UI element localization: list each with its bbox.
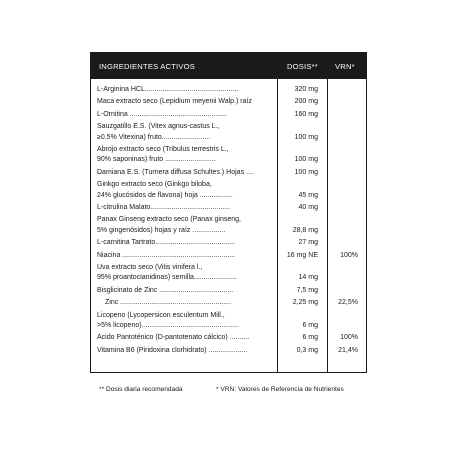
table-row: [91, 168, 366, 180]
ingredient-name: L-carnitina Tartrato.........................................: [97, 239, 235, 247]
ingredient-dose: 200 mg: [294, 98, 318, 106]
ingredient-name: L-Ornitina ..................................................: [97, 110, 227, 118]
table-row: [91, 286, 366, 298]
ingredient-name: Niacina ..........................................................: [97, 251, 236, 259]
table-row: [91, 263, 366, 286]
table-row: [91, 180, 366, 203]
ingredient-dose: 40 mg: [298, 203, 318, 211]
ingredient-vrn: 22,5%: [338, 299, 358, 307]
ingredient-dose: 6 mg: [302, 321, 318, 329]
ingredient-dose: 100 mg: [294, 133, 318, 141]
ingredient-name: L-citrulina Malato.........................................: [97, 203, 231, 211]
footnote-dose: ** Dosis diaria recomendada: [99, 386, 183, 393]
ingredient-name: Ácido Pantoténico (D-pantotenato cálcico) ..........: [97, 334, 250, 342]
ingredient-dose: 6 mg: [302, 334, 318, 342]
table-row: [91, 346, 366, 358]
footnote-vrn: * VRN: Valores de Referencia de Nutrientes: [216, 386, 344, 393]
ingredient-dose: 100 mg: [294, 168, 318, 176]
ingredient-vrn: 21,4%: [338, 346, 358, 354]
ingredient-name: Sauzgatillo E.S. (Vitex agnus-castus L., ≥0.5% Vitexina) fruto.........................: [97, 123, 220, 141]
ingredient-dose: 100 mg: [294, 156, 318, 164]
table-row: [91, 298, 366, 310]
table-row: [91, 122, 366, 145]
header-ingredients: INGREDIENTES ACTIVOS: [99, 62, 195, 71]
supplement-facts-table: [90, 52, 367, 373]
ingredient-dose: 45 mg: [298, 191, 318, 199]
ingredient-name: Licopeno (Lycopersicon esculentum Mill., >5% licopeno)..................................................: [97, 311, 239, 329]
ingredient-dose: 2,25 mg: [292, 299, 318, 307]
ingredient-dose: 28,8 mg: [292, 226, 318, 234]
ingredient-dose: 16 mg NE: [286, 251, 318, 259]
table-row: [91, 311, 366, 334]
table-row: [91, 145, 366, 168]
ingredient-name: Panax Ginseng extracto seco (Panax ginseng, 5% gingenósidos) hojas y raíz .................: [97, 216, 241, 234]
table-row: [91, 203, 366, 215]
table-row: [91, 238, 366, 250]
ingredient-name: Damiana E.S. (Turnera diffusa Schultes.) Hojas ....: [97, 168, 254, 176]
header-dose: DOSIS**: [287, 62, 318, 71]
ingredient-dose: 160 mg: [294, 110, 318, 118]
ingredient-vrn: 100%: [340, 334, 358, 342]
ingredient-name: Abrojo extracto seco (Tribulus terrestris L., 90% saponinas) fruto ..........................: [97, 145, 229, 164]
ingredient-name: Maca extracto seco (Lepidium meyenii Walp.) raíz: [97, 98, 252, 106]
table-header: [91, 53, 366, 79]
table-row: [91, 97, 366, 109]
table-row: [91, 333, 366, 345]
ingredient-name: Ginkgo extracto seco (Ginkgo biloba, 24% glucósidos de flavona) hoja .................: [97, 181, 233, 199]
ingredient-dose: 7,5 mg: [296, 286, 318, 294]
ingredient-dose: 27 mg: [298, 239, 318, 247]
ingredient-name: Bisglicinato de Zinc ......................................: [97, 286, 234, 294]
ingredient-dose: 0,3 mg: [296, 346, 318, 354]
table-row: [91, 85, 366, 97]
table-row: [91, 215, 366, 238]
ingredient-dose: 14 mg: [298, 274, 318, 282]
ingredient-name: Zinc .........................................................: [105, 299, 232, 307]
ingredient-name: Vitamina B6 (Piridoxina clorhidrato) ....................: [97, 346, 248, 354]
ingredient-rows: [91, 85, 366, 358]
table-row: [91, 110, 366, 122]
ingredient-name: Uva extracto seco (Vitis vinifera l., 95% proantocianidinas) semilla......................: [97, 263, 237, 282]
ingredient-name: L-Arginina HCL................................................: [97, 86, 239, 93]
header-vrn: VRN*: [335, 62, 355, 71]
ingredient-vrn: 100%: [340, 251, 358, 259]
ingredient-dose: 320 mg: [294, 86, 318, 93]
table-row: [91, 251, 366, 263]
